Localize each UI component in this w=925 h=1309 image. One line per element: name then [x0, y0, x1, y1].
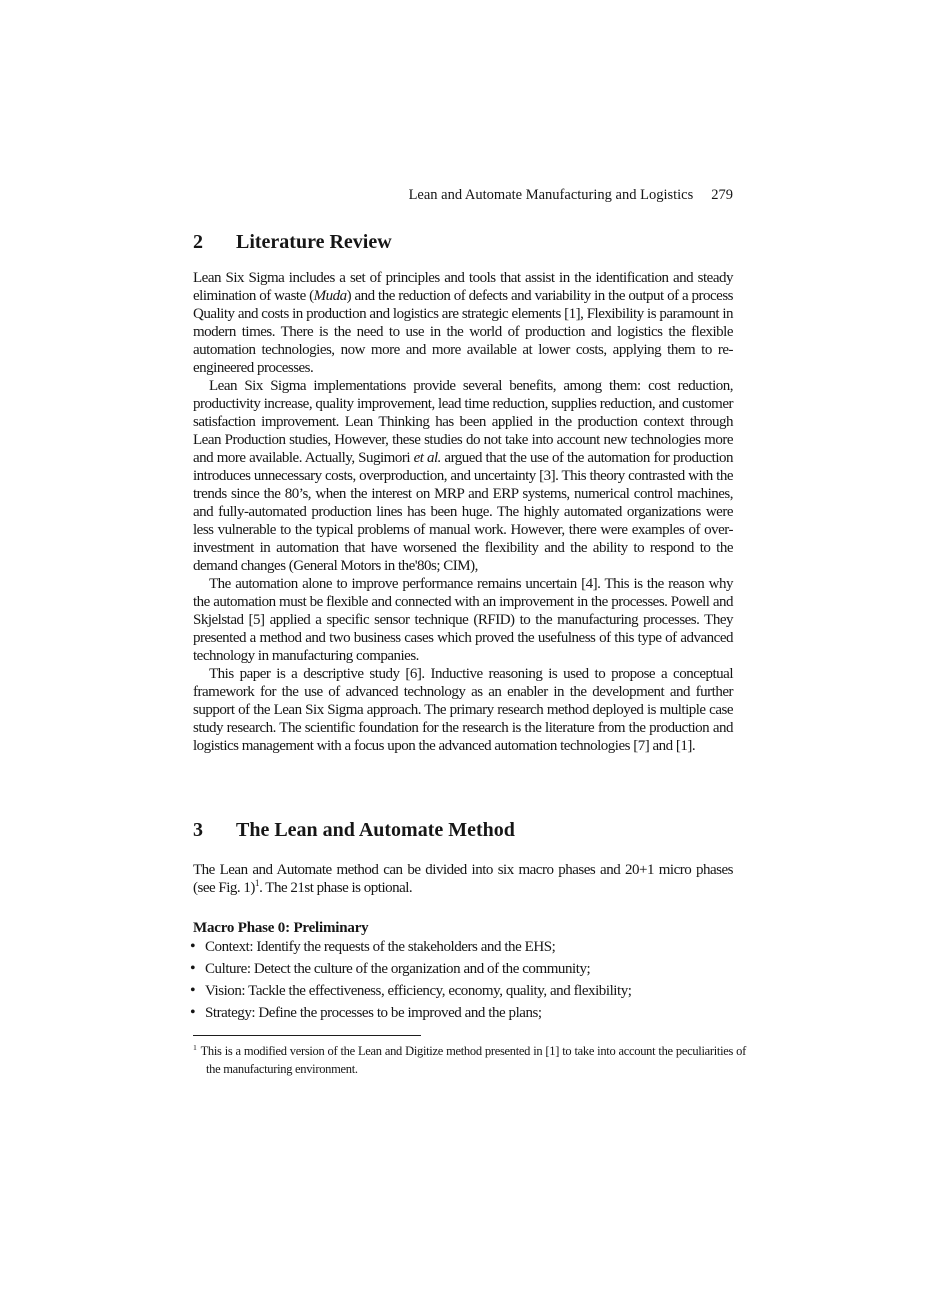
text-run: The automation alone to improve performance remains uncertain [4]. This is the reason why the automation must be flexible and connected with an improvement in the processes. Powell and Skjelstad [5] applied a specific sensor technique (RFID) to the manufacturing processes. They presented a method and two business cases which proved the usefulness of this type of advanced technology in manufacturing companies. — [193, 576, 733, 664]
footnote-text: This is a modified version of the Lean and Digitize method presented in [1] to take into account the peculiarities of the manufacturing environment. — [200, 1044, 746, 1076]
section3-title: The Lean and Automate Method — [236, 819, 515, 841]
section2-heading — [193, 231, 733, 253]
bullet-item — [193, 958, 733, 980]
page-number: 279 — [711, 187, 733, 203]
bullet-text: Culture: Detect the culture of the organization and of the community; — [205, 961, 591, 977]
section2-number: 2 — [193, 231, 203, 253]
section2-body — [193, 269, 733, 755]
running-head-title: Lean and Automate Manufacturing and Logistics — [408, 187, 694, 203]
text-run: This paper is a descriptive study [6]. Inductive reasoning is used to propose a conceptual framework for the use of advanced technology as an enabler in the development and further support of the Lean Six Sigma approach. The primary research method deployed is multiple case study research. The scientific foundation for the research is the literature from the production and logistics management with a focus upon the advanced automation technologies [7] and [1]. — [193, 666, 733, 754]
bullet-item — [193, 936, 733, 958]
section2-title: Literature Review — [236, 231, 392, 253]
footnote-marker: 1 — [193, 1042, 197, 1052]
footnote — [193, 1043, 746, 1078]
text-run: argued that the use of the automation for production introduces unnecessary costs, overproduction, and uncertainty [3]. This theory contrasted with the trends since the 80’s, when the interest on MRP and ERP systems, numerical control machines, and fully-automated production lines has been huge. The highly automated organizations were less vulnerable to the typical problems of manual work. However, there were examples of over-investment in automation that have worsened the flexibility and the ability to respond to the demand changes (General Motors in the'80s; CIM), — [193, 450, 733, 574]
bullet-text: Vision: Tackle the effectiveness, efficiency, economy, quality, and flexibility; — [205, 983, 632, 999]
macro-phase-heading: Macro Phase 0: Preliminary — [193, 920, 369, 936]
text-run: . The 21st phase is optional. — [259, 880, 413, 896]
section3-number: 3 — [193, 819, 203, 841]
paragraph — [193, 575, 733, 665]
bullet-text: Strategy: Define the processes to be improved and the plans; — [205, 1005, 542, 1021]
footnote-rule — [193, 1035, 421, 1036]
bullet-list — [193, 936, 733, 1024]
running-head — [193, 186, 733, 204]
bullet-text: Context: Identify the requests of the stakeholders and the EHS; — [205, 939, 556, 955]
footnote-ref: 1 — [254, 879, 260, 889]
bullet-item — [193, 1002, 733, 1024]
paragraph — [193, 269, 733, 377]
text-run: The Lean and Automate method can be divided into six macro phases and 20+1 micro phases (see Fig. 1) — [193, 862, 733, 896]
italic-text: et al. — [413, 450, 441, 466]
text-run: Lean Six Sigma implementations provide several benefits, among them: cost reduction, productivity increase, quality improvement, lead time reduction, supplies reduction, and customer satisfaction improvement. Lean Thinking has been applied in the production context through Lean Production studies, However, these studies do not take into account new technologies more and more available. Actually, Sugimori — [193, 378, 733, 466]
paragraph — [193, 665, 733, 755]
paragraph — [193, 377, 733, 575]
italic-text: Muda — [313, 288, 347, 304]
paragraph — [193, 861, 733, 897]
section3-intro — [193, 861, 733, 897]
text-run: ) and the reduction of defects and variability in the output of a process Quality and costs in production and logistics are strategic elements [1], Flexibility is paramount in modern times. There is the need to use in the world of production and logistics the flexible automation technologies, now more and more available at lower costs, applying them to re-engineered processes. — [193, 288, 733, 376]
bullet-item — [193, 980, 733, 1002]
section3-heading — [193, 819, 733, 841]
text-run: Lean Six Sigma includes a set of principles and tools that assist in the identification and steady elimination of waste ( — [193, 270, 733, 304]
